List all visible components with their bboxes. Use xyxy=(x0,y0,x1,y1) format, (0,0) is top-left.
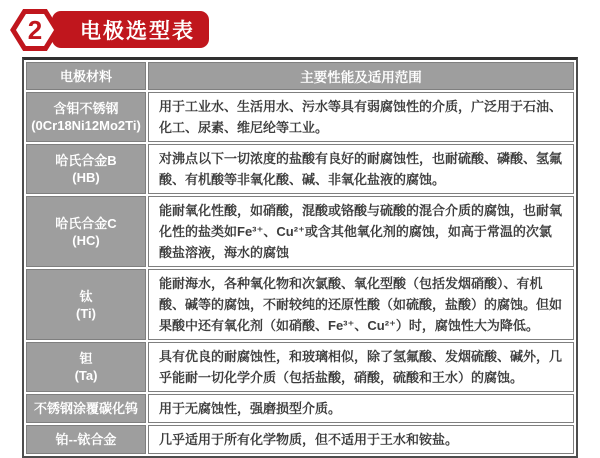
table-row xyxy=(26,425,574,454)
table-header-row xyxy=(26,62,574,90)
column-header-description: 主要性能及适用范围 xyxy=(148,62,574,90)
material-name: 不锈钢涂覆碳化钨 xyxy=(33,401,138,416)
material-cell xyxy=(26,196,146,267)
material-cell xyxy=(26,92,146,142)
material-spec: (Ta) xyxy=(74,368,98,383)
description-cell: 用于无腐蚀性，强磨损型介质。 xyxy=(148,394,574,423)
material-spec: (Ti) xyxy=(76,305,96,321)
material-name: 铂--铱合金 xyxy=(55,432,117,447)
page-title: 电极选型表 xyxy=(80,19,195,43)
material-name: 哈氏合金B xyxy=(55,153,117,168)
material-name: 含钼不锈钢 xyxy=(53,101,119,116)
table-row xyxy=(26,144,574,194)
material-cell xyxy=(26,342,146,392)
table-row xyxy=(26,196,574,267)
hexagon-icon xyxy=(10,8,60,52)
material-spec: (HC) xyxy=(72,232,100,248)
description-cell: 能耐海水，各种氧化物和次氯酸、氧化型酸（包括发烟硝酸）、有机酸、碱等的腐蚀，不耐较纯的还原性酸（如硫酸，盐酸）的腐蚀。但如果酸中还有氧化剂（如硝酸、Fe³⁺、Cu²⁺）时，腐蚀性大为降低。 xyxy=(148,269,574,340)
column-header-material: 电极材料 xyxy=(26,62,146,90)
table-row xyxy=(26,92,574,142)
page-header xyxy=(0,0,600,57)
material-name: 钽 xyxy=(79,351,93,366)
description-cell: 能耐氧化性酸，如硝酸，混酸或铬酸与硫酸的混合介质的腐蚀，也耐氧化性的盐类如Fe³⁺、Cu²⁺或含其他氧化剂的腐蚀，如高于常温的次氯酸盐溶液，海水的腐蚀 xyxy=(148,196,574,267)
description-cell: 几乎适用于所有化学物质，但不适用于王水和铵盐。 xyxy=(148,425,574,454)
title-ribbon xyxy=(52,11,209,48)
material-spec: (HB) xyxy=(72,170,100,185)
description-cell: 对沸点以下一切浓度的盐酸有良好的耐腐蚀性，也耐硫酸、磷酸、氢氟酸、有机酸等非氧化酸、碱、非氧化盐液的腐蚀。 xyxy=(148,144,574,194)
table-row xyxy=(26,342,574,392)
electrode-selection-table xyxy=(22,57,578,458)
table-row xyxy=(26,394,574,423)
material-name: 哈氏合金C xyxy=(55,215,117,231)
material-spec: (0Cr18Ni12Mo2Ti) xyxy=(31,118,141,133)
material-name: 钛 xyxy=(79,288,93,304)
material-cell xyxy=(26,394,146,423)
description-cell: 用于工业水、生活用水、污水等具有弱腐蚀性的介质，广泛用于石油、化工、尿素、维尼纶等工业。 xyxy=(148,92,574,142)
description-cell: 具有优良的耐腐蚀性，和玻璃相似，除了氢氟酸、发烟硫酸、碱外，几乎能耐一切化学介质（包括盐酸，硝酸，硫酸和王水）的腐蚀。 xyxy=(148,342,574,392)
table-row xyxy=(26,269,574,340)
material-cell xyxy=(26,425,146,454)
badge-number: 2 xyxy=(27,15,43,45)
material-cell xyxy=(26,269,146,340)
material-cell xyxy=(26,144,146,194)
step-badge xyxy=(10,8,60,52)
